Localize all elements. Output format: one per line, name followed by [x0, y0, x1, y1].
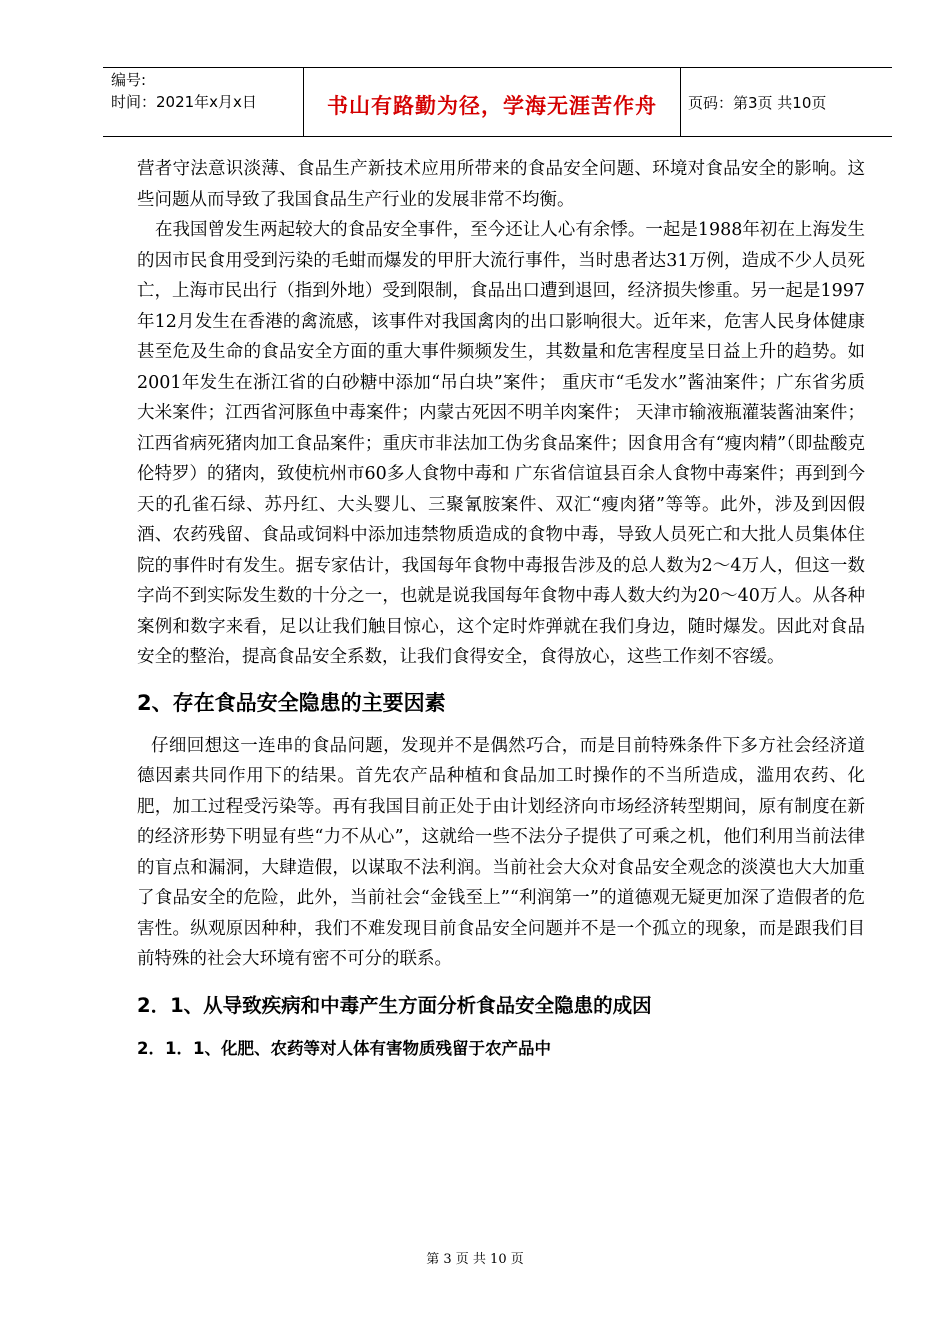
document-time-label: 时间：2021年x月x日	[111, 93, 257, 111]
paragraph-food-safety-incidents: 在我国曾发生两起较大的食品安全事件，至今还让人心有余悸。一起是1988年初在上海发生的因市民食用受到污染的毛蚶而爆发的甲肝大流行事件，当时患者达31万例，造成不少人员死亡，上海市民出行（指到外地）受到限制，食品出口遭到退回，经济损失惨重。另一起是1997年12月发生在香港的禽流感，该事件对我国禽肉的出口影响很大。近年来，危害人民身体健康甚至危及生命的食品安全方面的重大事件频频发生，其数量和危害程度呈日益上升的趋势。如2001年发生在浙江省的白砂糖中添加“吊白块”案件； 重庆市“毛发水”酱油案件；广东省劣质大米案件；江西省河豚鱼中毒案件；内蒙古死因不明羊肉案件； 天津市输液瓶灌装酱油案件；江西省病死猪肉加工食品案件；重庆市非法加工伪劣食品案件；因食用含有“瘦肉精”（即盐酸克伦特罗）的猪肉，致使杭州市60多人食物中毒和 广东省信谊县百余人食物中毒案件；再到到今天的孔雀石绿、苏丹红、大头婴儿、三聚氰胺案件、双汇“瘦肉猪”等等。此外，涉及到因假酒、农药残留、食品或饲料中添加违禁物质造成的食物中毒，导致人员死亡和大批人员集体住院的事件时有发生。据专家估计，我国每年食物中毒报告涉及的总人数为2～4万人，但这一数字尚不到实际发生数的十分之一，也就是说我国每年食物中毒人数大约为20～40万人。从各种案例和数字来看，足以让我们触目惊心，这个定时炸弹就在我们身边，随时爆发。因此对食品安全的整治，提高食品安全系数，让我们食得安全，食得放心，这些工作刻不容缓。	[137, 220, 865, 667]
paragraph-main-factors: 仔细回想这一连串的食品问题，发现并不是偶然巧合，而是目前特殊条件下多方社会经济道德因素共同作用下的结果。首先农产品种植和食品加工时操作的不当所造成，滥用农药、化肥，加工过程受污染等。再有我国目前正处于由计划经济向市场经济转型期间，原有制度在新的经济形势下明显有些“力不从心”，这就给一些不法分子提供了可乘之机，他们利用当前法律的盲点和漏洞，大肆造假，以谋取不法利润。当前社会大众对食品安全观念的淡漠也大大加重了食品安全的危险，此外，当前社会“金钱至上”“利润第一”的道德观无疑更加深了造假者的危害性。纵观原因种种，我们不难发现目前食品安全问题并不是一个孤立的现象，而是跟我们目前特殊的社会大环境有密不可分的联系。	[137, 735, 865, 969]
header-page-code: 页码：第3页 共10页	[688, 94, 827, 112]
document-body	[137, 154, 865, 1061]
header-page-cell	[680, 68, 892, 136]
header-motto-cell	[303, 68, 681, 136]
header-motto: 书山有路勤为径，学海无涯苦作舟	[327, 94, 657, 118]
section-heading-2: 2、存在食品安全隐患的主要因素	[137, 690, 446, 715]
paragraph-continued: 营者守法意识淡薄、食品生产新技术应用所带来的食品安全问题、环境对食品安全的影响。这些问题从而导致了我国食品生产行业的发展非常不均衡。	[137, 159, 865, 210]
page-footer: 第 3 页 共 10 页	[426, 1252, 524, 1267]
section-heading-2-1-1: 2．1．1、化肥、农药等对人体有害物质残留于农产品中	[137, 1038, 551, 1058]
header-meta-cell	[103, 68, 303, 136]
document-header	[103, 67, 892, 137]
document-number-label: 编号:	[111, 71, 147, 89]
section-heading-2-1: 2．1、从导致疾病和中毒产生方面分析食品安全隐患的成因	[137, 993, 652, 1017]
